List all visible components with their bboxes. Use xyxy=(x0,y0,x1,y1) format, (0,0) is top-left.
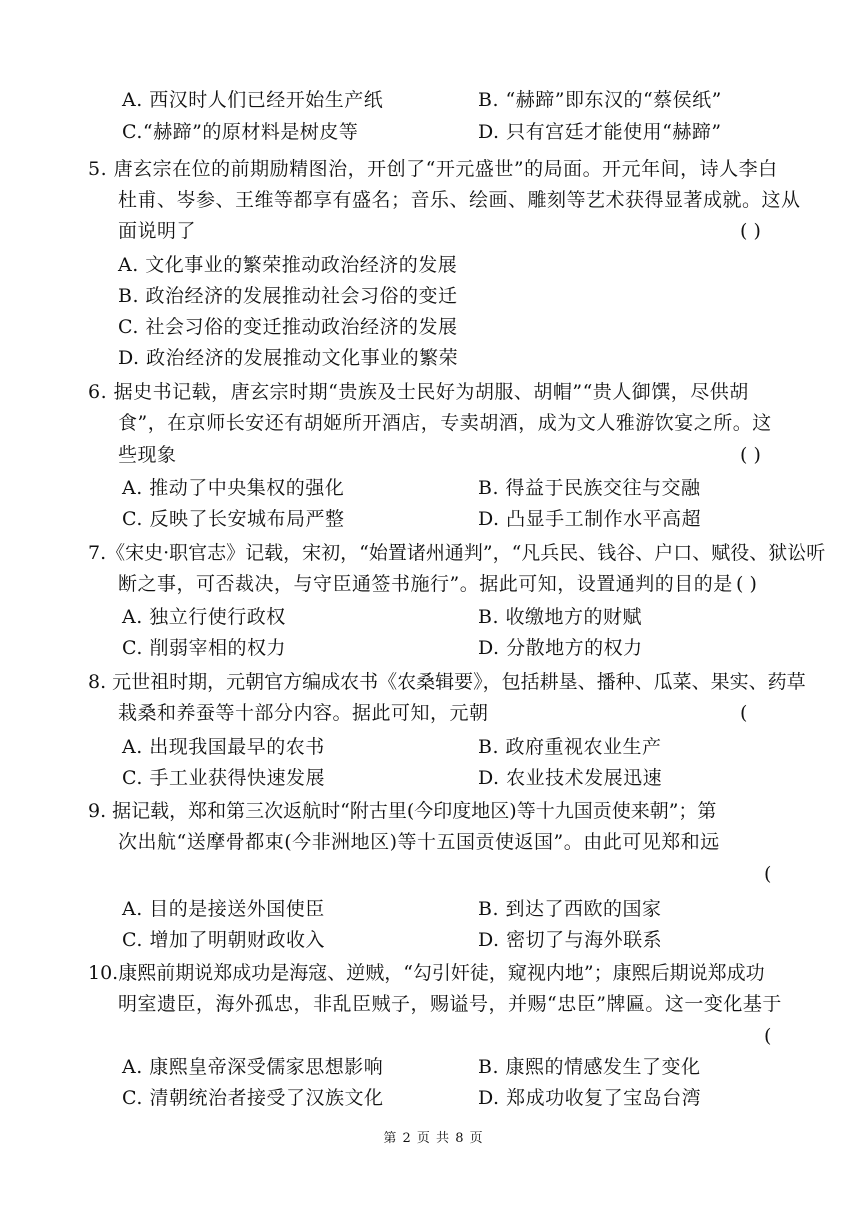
q9-option-d: D. 密切了与海外联系 xyxy=(478,929,663,951)
q8-option-c: C. 手工业获得快速发展 xyxy=(122,767,325,789)
q9-option-b: B. 到达了西欧的国家 xyxy=(478,898,662,920)
q9-answer-paren: ( xyxy=(764,863,772,885)
q6-option-a: A. 推动了中央集权的强化 xyxy=(122,477,345,499)
q10-option-a: A. 康熙皇帝深受儒家思想影响 xyxy=(122,1056,384,1078)
q10-answer-paren: ( xyxy=(764,1025,772,1047)
q5-stem-line3: 面说明了 xyxy=(118,220,197,242)
q10-option-d: D. 郑成功收复了宝岛台湾 xyxy=(478,1087,702,1109)
q6-stem-line1: 6. 据史书记载，唐玄宗时期“贵族及士民好为胡服、胡帽”“贵人御馔，尽供胡 xyxy=(88,381,749,403)
q7-stem-line2: 断之事，可否裁决，与守臣通签书施行”。据此可知，设置通判的目的是 xyxy=(118,573,733,595)
q5-option-d: D. 政治经济的发展推动文化事业的繁荣 xyxy=(118,347,459,369)
q5-option-c: C. 社会习俗的变迁推动政治经济的发展 xyxy=(118,316,458,338)
q6-option-b: B. 得益于民族交往与交融 xyxy=(478,477,701,499)
q7-stem-line1: 7.《宋史·职官志》记载，宋初，“始置诸州通判”，“凡兵民、钱谷、户口、赋役、狱讼听 xyxy=(88,542,826,564)
q9-stem-line2: 次出航“送摩骨都束(今非洲地区)等十五国贡使返国”。由此可见郑和远 xyxy=(118,831,720,853)
q5-option-b: B. 政治经济的发展推动社会习俗的变迁 xyxy=(118,285,458,307)
q10-stem-line2: 明室遗臣，海外孤忠，非乱臣贼子，赐谥号，并赐“忠臣”牌匾。这一变化基于 xyxy=(118,993,782,1015)
q9-option-c: C. 增加了明朝财政收入 xyxy=(122,929,325,951)
q5-answer-paren: ( ) xyxy=(740,220,761,242)
q6-stem-line2: 食”，在京师长安还有胡姬所开酒店，专卖胡酒，成为文人雅游饮宴之所。这 xyxy=(118,412,772,434)
q9-stem-line1: 9. 据记载，郑和第三次返航时“附古里(今印度地区)等十九国贡使来朝”；第 xyxy=(88,800,717,822)
q7-option-b: B. 收缴地方的财赋 xyxy=(478,606,643,628)
q8-option-b: B. 政府重视农业生产 xyxy=(478,736,662,758)
q5-option-a: A. 文化事业的繁荣推动政治经济的发展 xyxy=(118,254,458,276)
q8-option-a: A. 出现我国最早的农书 xyxy=(122,736,325,758)
q5-stem-line2: 杜甫、岑参、王维等都享有盛名；音乐、绘画、雕刻等艺术获得显著成就。这从 xyxy=(118,189,801,211)
q6-answer-paren: ( ) xyxy=(740,444,761,466)
q5-stem-line1: 5. 唐玄宗在位的前期励精图治，开创了“开元盛世”的局面。开元年间，诗人李白 xyxy=(88,158,778,180)
q7-option-c: C. 削弱宰相的权力 xyxy=(122,637,286,659)
q9-option-a: A. 目的是接送外国使臣 xyxy=(122,898,325,920)
q7-option-a: A. 独立行使行政权 xyxy=(122,606,286,628)
q10-option-c: C. 清朝统治者接受了汉族文化 xyxy=(122,1087,384,1109)
q10-stem-line1: 10.康熙前期说郑成功是海寇、逆贼，“勾引奸徒，窥视内地”；康熙后期说郑成功 xyxy=(88,962,765,984)
q10-option-b: B. 康熙的情感发生了变化 xyxy=(478,1056,701,1078)
q6-option-c: C. 反映了长安城布局严整 xyxy=(122,508,345,530)
q4-option-c: C.“赫蹄”的原材料是树皮等 xyxy=(122,121,359,143)
q4-option-d: D. 只有宫廷才能使用“赫蹄” xyxy=(478,121,722,143)
q8-option-d: D. 农业技术发展迅速 xyxy=(478,767,663,789)
q7-option-d: D. 分散地方的权力 xyxy=(478,637,643,659)
q8-stem-line1: 8. 元世祖时期，元朝官方编成农书《农桑辑要》，包括耕垦、播种、瓜菜、果实、药草 xyxy=(88,671,806,693)
q8-answer-paren: ( xyxy=(740,702,748,724)
q6-option-d: D. 凸显手工制作水平高超 xyxy=(478,508,702,530)
q4-option-a: A. 西汉时人们已经开始生产纸 xyxy=(122,89,384,111)
q7-answer-paren: ( ) xyxy=(736,573,757,595)
q8-stem-line2: 栽桑和养蚕等十部分内容。据此可知，元朝 xyxy=(118,702,489,724)
page-footer: 第 2 页 共 8 页 xyxy=(383,1131,484,1146)
q6-stem-line3: 些现象 xyxy=(118,444,177,466)
q4-option-b: B. “赫蹄”即东汉的“蔡侯纸” xyxy=(478,89,722,111)
